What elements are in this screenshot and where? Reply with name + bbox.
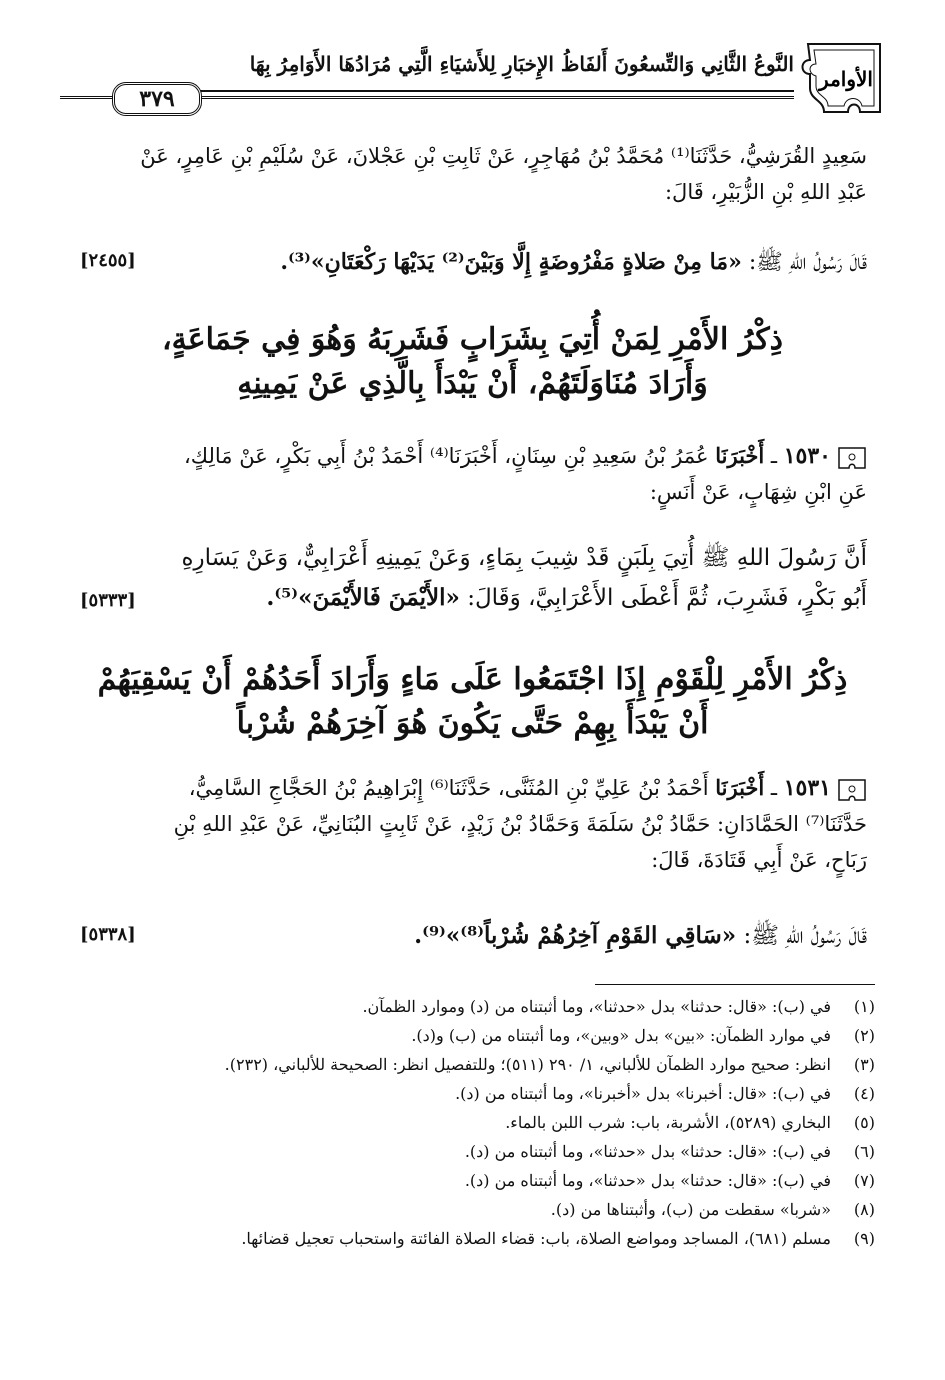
hadith-1531-isnad-line1 (67, 770, 867, 806)
footnote-text: في (ب): «قال: حدثنا» بدل «حدثنا»، وما أثبتناه من (د). (464, 1171, 831, 1190)
chapter-heading-1-line1: ذِكْرُ الأَمْرِ لِمَنْ أُتِيَ بِشَرَابٍ فَشَرِبَهُ وَهُوَ فِي جَمَاعَةٍ، (161, 322, 783, 357)
hadith-1530-matn-line1: أَنَّ رَسُولَ اللهِ ﷺ أُتِيَ بِلَبَنٍ قَدْ شِيبَ بِمَاءٍ، وَعَنْ يَمِينِهِ أَعْرَابِيٌّ، وَعَنْ يَسَارِهِ (181, 545, 867, 571)
hadith-1531-number: ١٥٣١ (783, 775, 831, 801)
footnote-text: في (ب): «قال: حدثنا» بدل «حدثنا»، وما أثبتناه من (د) وموارد الظمآن. (362, 997, 831, 1016)
hadith-1531-isnad-line2: حَدَّثَنَا⁽⁷⁾ الحَمَّادَانِ: حَمَّادُ بْنُ سَلَمَةَ وَحَمَّادُ بْنُ زَيْدٍ، عَنْ ثَابِتٍ البُنَانِيِّ، عَنْ عَبْدِ اللهِ بْنِ (173, 812, 867, 836)
hadith-1530-isnad-rest: عُمَرُ بْنُ سَعِيدِ بْنِ سِنَانٍ، أَخْبَرَنَا⁽⁴⁾ أَحْمَدُ بْنُ أَبِي بَكْرٍ، عَنْ مَالِكٍ، (184, 444, 716, 468)
chapter-heading-2-line1: ذِكْرُ الأَمْرِ لِلْقَوْمِ إِذَا اجْتَمَعُوا عَلَى مَاءٍ وَأَرَادَ أَحَدُهُمْ أَنْ يَسْقِيَهُمْ (97, 662, 848, 697)
puzzle-corner-ornament-icon (800, 38, 886, 118)
footnote-number: (٥) (853, 1113, 875, 1132)
hadith-1531-matn (67, 918, 867, 954)
chapter-heading-2 (60, 658, 885, 746)
hadith-2455-ref: [٢٤٥٥] (80, 250, 136, 271)
chapter-heading-2-line2: أَنْ يَبْدَأَ بِهِمْ حَتَّى يَكُونَ هُوَ آخِرَهُمْ شُرْباً (236, 706, 709, 741)
footnote-2 (65, 1021, 875, 1050)
hadith-1530-isnad-line1 (67, 438, 867, 474)
footnote-8 (65, 1195, 875, 1224)
footnote-6 (65, 1137, 875, 1166)
hadith-1530-matn-quote: «الأَيْمَنَ فَالأَيْمَنَ»⁽⁵⁾. (266, 584, 460, 611)
hadith-1530-dash: ـ (764, 444, 784, 468)
header-rule-top (200, 90, 794, 92)
hadith-1530-isnad-line2: عَنِ ابْنِ شِهَابٍ، عَنْ أَنَسٍ: (649, 480, 867, 504)
hadith-2455-intro: قَالَ رَسُولُ اللهِ ﷺ: (741, 250, 867, 275)
hadith-2455-matn (67, 244, 867, 281)
footnote-text: في (ب): «قال: أخبرنا» بدل «أخبرنا»، وما أثبتناه من (د). (455, 1084, 831, 1103)
page-header (60, 38, 886, 118)
hadith-1530-number: ١٥٣٠ (783, 443, 831, 469)
footnote-text: في موارد الظمآن: «بين» بدل «وبين»، وما أثبتناه من (ب) و(د). (411, 1026, 831, 1045)
footnote-separator (595, 984, 875, 985)
hadith-1530-matn (67, 538, 867, 618)
footnote-number: (٨) (853, 1200, 875, 1219)
footnote-number: (٦) (853, 1142, 875, 1161)
hadith-1531-matn-intro: قَالَ رَسُولُ اللهِ ﷺ: (736, 923, 867, 949)
page-number: ٣٧٩ (112, 82, 202, 116)
hadith-1530-matn-line2: أَبُو بَكْرٍ، فَشَرِبَ، ثُمَّ أَعْطَى الأَعْرَابِيَّ، وَقَالَ: (459, 585, 867, 611)
corner-label: الأوامر (819, 67, 873, 91)
hadith-1531-dash: ـ (764, 776, 784, 800)
footnote-text: في (ب): «قال: حدثنا» بدل «حدثنا»، وما أثبتناه من (د). (464, 1142, 831, 1161)
hadith-1531-isnad-rest: أَحْمَدُ بْنُ عَلِيِّ بْنِ المُثَنَّى، حَدَّثَنَا⁽⁶⁾ إِبْرَاهِيمُ بْنُ الحَجَّاجِ السَّامِيُّ، (188, 776, 716, 800)
footnote-number: (٢) (853, 1026, 875, 1045)
footnote-text: «شربا» سقطت من (ب)، وأثبتناها من (د). (550, 1200, 831, 1219)
footnotes (65, 992, 875, 1253)
hadith-number-badge-icon (837, 778, 867, 802)
hadith-number-badge-icon (837, 446, 867, 470)
top-paragraph-line1: سَعِيدٍ القُرَشِيُّ، حَدَّثَنَا⁽¹⁾ مُحَمَّدُ بْنُ مُهَاجِرٍ، عَنْ ثَابِتِ بْنِ عَجْلانَ، عَنْ سُلَيْمِ بْنِ عَامِرٍ، عَنْ (140, 144, 867, 168)
footnote-3 (65, 1050, 875, 1079)
footnote-number: (٣) (853, 1055, 875, 1074)
footnote-number: (٩) (853, 1229, 875, 1248)
hadith-1530-ref: [٥٣٣٣] (80, 590, 136, 611)
hadith-1530 (67, 438, 867, 510)
footnote-5 (65, 1108, 875, 1137)
chapter-heading-1-line2: وَأَرَادَ مُنَاوَلَتَهُمْ، أَنْ يَبْدَأَ بِالَّذِي عَنْ يَمِينِهِ (237, 366, 708, 401)
top-paragraph (67, 138, 867, 210)
footnote-9 (65, 1224, 875, 1253)
hadith-1531 (67, 770, 867, 878)
hadith-1530-akhbarana: أَخْبَرَنَا (715, 443, 765, 468)
hadith-1531-isnad-line3: رَبَاحٍ، عَنْ أَبِي قَتَادَةَ، قَالَ: (651, 848, 867, 872)
footnote-1 (65, 992, 875, 1021)
hadith-1531-matn-quote: «سَاقِي القَوْمِ آخِرُهُمْ شُرْباً⁽⁸⁾»⁽⁹⁾. (414, 922, 737, 949)
hadith-2455-quote: «مَا مِنْ صَلاةٍ مَفْرُوضَةٍ إِلَّا وَبَيْنَ⁽²⁾ يَدَيْهَا رَكْعَتَانِ»⁽³⁾. (280, 249, 742, 275)
header-rule-right (196, 96, 794, 99)
footnote-text: مسلم (٦٨١)، المساجد ومواضع الصلاة، باب: قضاء الصلاة الفائتة واستحباب تعجيل قضائها. (241, 1229, 831, 1248)
hadith-1531-akhbarana: أَخْبَرَنَا (715, 775, 765, 800)
footnote-number: (٧) (853, 1171, 875, 1190)
chapter-heading-1 (60, 318, 885, 406)
footnote-4 (65, 1079, 875, 1108)
header-rule-left (60, 96, 112, 99)
footnote-7 (65, 1166, 875, 1195)
footnote-number: (١) (853, 997, 875, 1016)
footnote-text: البخاري (٥٢٨٩)، الأشربة، باب: شرب اللبن بالماء. (505, 1113, 831, 1132)
running-title: النَّوعُ الثَّانِي وَالتِّسعُونَ أَلفَاظُ الإِخبَارِ لِلأَشيَاءِ الَّتِي مُرَادُهَا الأَوَامِرُ بِهَا (249, 52, 794, 76)
hadith-1531-ref: [٥٣٣٨] (80, 924, 136, 945)
footnote-text: انظر: صحيح موارد الظمآن للألباني، ١/ ٢٩٠ (٥١١)؛ وللتفصيل انظر: الصحيحة للألباني، (٢٣٢). (224, 1055, 831, 1074)
footnote-number: (٤) (853, 1084, 875, 1103)
top-paragraph-line2: عَبْدِ اللهِ بْنِ الزُّبَيْرِ، قَالَ: (664, 180, 867, 204)
